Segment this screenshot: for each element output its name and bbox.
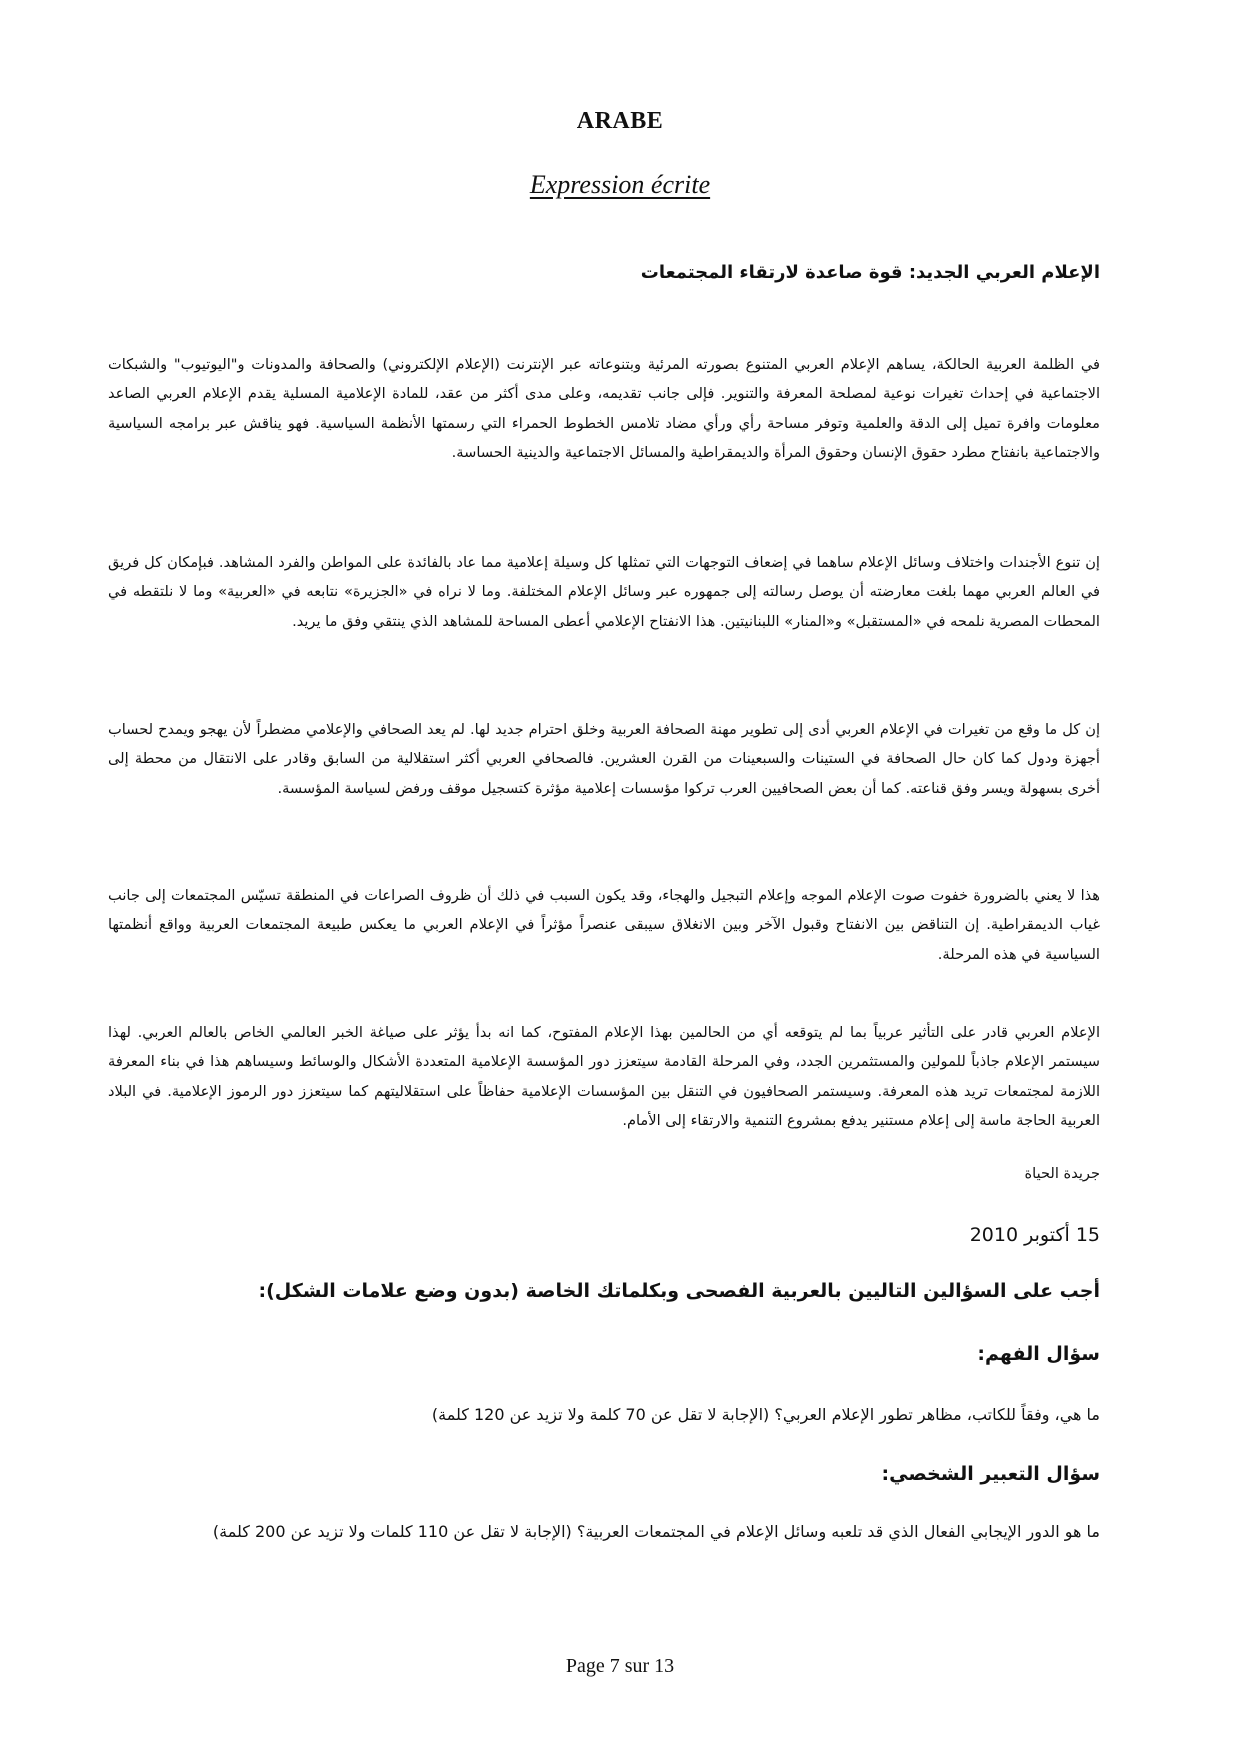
personal-question-heading: سؤال التعبير الشخصي: bbox=[881, 1463, 1100, 1485]
article-date: 15 أكتوبر 2010 bbox=[969, 1224, 1100, 1246]
comprehension-question-text: ما هي، وفقاً للكاتب، مظاهر تطور الإعلام العربي؟ (الإجابة لا تقل عن 70 كلمة ولا تزيد عن 120 كلمة) bbox=[431, 1405, 1100, 1424]
article-source: جريدة الحياة bbox=[1024, 1165, 1100, 1182]
article-paragraph: إن تنوع الأجندات واختلاف وسائل الإعلام ساهما في إضعاف التوجهات التي تمثلها كل وسيلة إعلامية مما عاد بالفائدة على المواطن والفرد المشاهد. فبإمكان كل فريق في العالم العربي مهما بلغت معارضته أن يوصل رسالته إلى جمهوره عبر وسائل الإعلام المختلفة. وما لا نراه في «الجزيرة» نتابعه في «العربية» وما لا نلتقطه في المحطات المصرية نلمحه في «المستقبل» و«المنار» اللبنانيتين. هذا الانفتاح الإعلامي أعطى المساحة للمشاهد الذي ينتقي وفق ما يريد. bbox=[108, 553, 1100, 630]
section-heading: Expression écrite bbox=[529, 170, 711, 199]
personal-question-text: ما هو الدور الإيجابي الفعال الذي قد تلعبه وسائل الإعلام في المجتمعات العربية؟ (الإجابة لا تقل عن 110 كلمات ولا تزيد عن 200 كلمة) bbox=[212, 1522, 1100, 1541]
subject-heading: ARABE bbox=[576, 108, 664, 134]
article-title: الإعلام العربي الجديد: قوة صاعدة لارتقاء المجتمعات bbox=[640, 262, 1100, 283]
article-paragraph: إن كل ما وقع من تغيرات في الإعلام العربي أدى إلى تطوير مهنة الصحافة العربية وخلق احترام جديد لها. لم يعد الصحافي والإعلامي مضطراً لأن يهجو ويمدح لحساب أجهزة ودول كما كان حال الصحافة في الستينات والسبعينات من القرن العشرين. فالصحافي العربي أكثر استقلالية من السابق وقادر على الانتقال من محطة إلى أخرى بسهولة ويسر وفق قناعته. كما أن بعض الصحافيين العرب تركوا مؤسسات إعلامية مؤثرة كتسجيل موقف ورفض لسياسة المؤسسة. bbox=[108, 720, 1100, 797]
article-paragraph: الإعلام العربي قادر على التأثير عربياً بما لم يتوقعه أي من الحالمين بهذا الإعلام المفتوح، كما انه بدأ يؤثر على صياغة الخبر العالمي الخاص بالعالم العربي. لهذا سيستمر الإعلام جاذباً للمولين والمستثمرين الجدد، وفي المرحلة القادمة سيتعزز دور المؤسسة الإعلامية المتعددة الأشكال والوسائط وسيساهم هذا في بناء المعرفة اللازمة لمجتمعات تريد هذه المعرفة. وسيستمر الصحافيون في التنقل بين المؤسسات الإعلامية حفاظاً على استقلاليتهم كما سيتعزز دور الرموز الإعلامية. في البلاد العربية الحاجة ماسة إلى إعلام مستنير يدفع بمشروع التنمية والارتقاء إلى الأمام. bbox=[108, 1023, 1100, 1130]
questions-instructions: أجب على السؤالين التاليين بالعربية الفصحى وبكلماتك الخاصة (بدون وضع علامات الشكل): bbox=[258, 1280, 1100, 1302]
article-paragraph: هذا لا يعني بالضرورة خفوت صوت الإعلام الموجه وإعلام التبجيل والهجاء، وقد يكون السبب في ذلك أن ظروف الصراعات في المنطقة تسيّس المجتمعات إلى جانب غياب الديمقراطية. إن التناقض بين الانفتاح وقبول الآخر وبين الانغلاق سيبقى عنصراً مؤثراً في الإعلام العربي ما يعكس طبيعة المجتمعات العربية وواقع أنظمتها السياسية في هذه المرحلة. bbox=[108, 886, 1100, 963]
article-paragraph: في الظلمة العربية الحالكة، يساهم الإعلام العربي المتنوع بصورته المرئية وبتنوعاته عبر الإنترنت (الإعلام الإلكتروني) والصحافة والمدونات و"اليوتيوب" والشبكات الاجتماعية في إحداث تغيرات نوعية لمصلحة المعرفة والتنوير. فإلى جانب تقديمه، وعلى مدى أكثر من عقد، للمادة الإعلامية المسلية يقدم الإعلام العربي الصاعد معلومات وافرة تميل إلى الدقة والعلمية وتوفر مساحة رأي ورأي مضاد تلامس الخطوط الحمراء التي رسمتها الأنظمة السياسية. فهو يناقش عبر برامجه السياسية والاجتماعية بانفتاح مطرد حقوق الإنسان وحقوق المرأة والديمقراطية والمسائل الاجتماعية والدينية الحساسة. bbox=[108, 355, 1100, 462]
page-number: Page 7 sur 13 bbox=[565, 1655, 675, 1677]
comprehension-question-heading: سؤال الفهم: bbox=[977, 1343, 1100, 1365]
